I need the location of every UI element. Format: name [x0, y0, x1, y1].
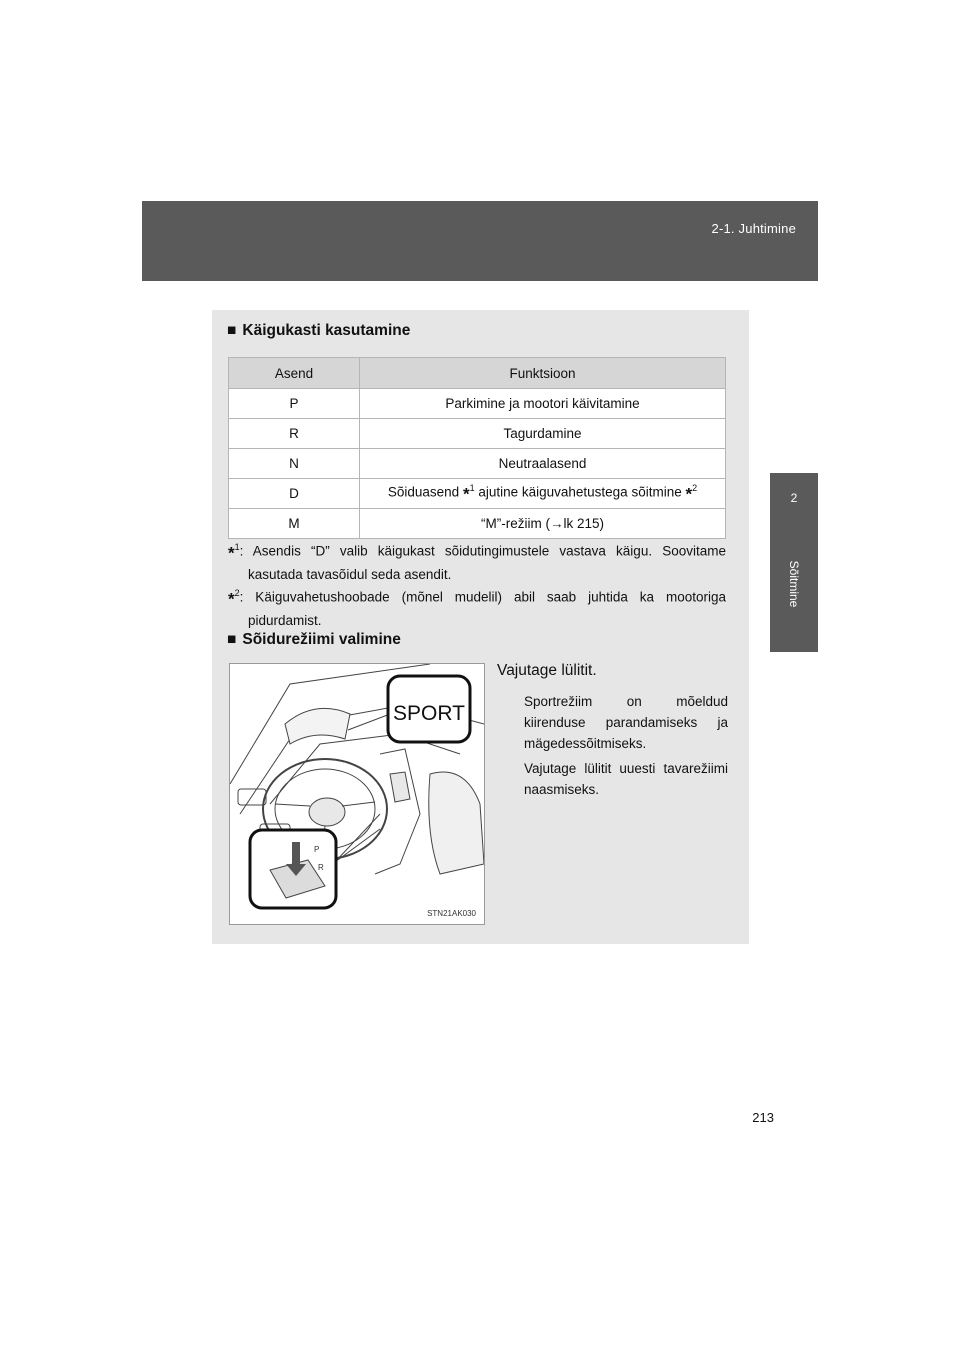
table-row: [229, 389, 726, 419]
table-cell-function: Sõiduasend *$^1$ ajutine käiguvahetustega sõitmine *$^2$: [360, 479, 726, 509]
table-header-function: Funktsioon: [360, 358, 726, 389]
table-cell-function: Neutraalasend: [360, 449, 726, 479]
car-interior-drawing: [230, 664, 484, 924]
chapter-number-tab: 2: [770, 473, 818, 522]
table-cell-function: Parkimine ja mootori käivitamine: [360, 389, 726, 419]
footnote-ref: 2: [692, 482, 698, 493]
footnote-star-icon: *: [228, 543, 235, 563]
table-row: [229, 419, 726, 449]
table-row: [229, 479, 726, 509]
footnote-star-icon: *: [685, 484, 693, 504]
section-title: 2-1. Juhtimine: [711, 221, 796, 236]
chapter-title: Sõitmine: [787, 560, 801, 608]
table-cell-position: P: [229, 389, 360, 419]
table-header-position: Asend: [229, 358, 360, 389]
table-cell-function: Tagurdamine: [360, 419, 726, 449]
shifter-letter: R: [318, 863, 324, 872]
page-number: 213: [752, 1110, 774, 1125]
square-bullet-icon: ■: [227, 631, 237, 648]
arrow-right-icon: →: [549, 516, 564, 531]
description-paragraph: Sportrežiim on mõeldud kiirendusе parandamiseks ja mägedessõitmiseks.: [524, 694, 728, 751]
footnote-1: *$^1$: Asendis “D” valib käigukast sõidutingimustele vastava käigu. Soovitame kasutada tavasõidul seda asendit.: [228, 542, 726, 582]
sport-button-label: SPORT: [393, 702, 465, 725]
table-header-row: [229, 358, 726, 389]
section-heading-drive-mode: ■ Sõidurežiimi valimine: [227, 631, 401, 648]
table-row: [229, 509, 726, 539]
footnote-2: *$^2$: Käiguvahetushoobade (mõnel mudelil) abil saab juhtida ka mootoriga pidurdamist.: [228, 588, 726, 628]
table-cell-position: N: [229, 449, 360, 479]
chapter-title-tab: [770, 522, 818, 652]
table-cell-function: “M”-režiim (→lk 215): [360, 509, 726, 539]
description-paragraph: Vajutage lülitit uuesti tavarežiimi naasmiseks.: [524, 761, 728, 797]
illustration-code: STN21AK030: [427, 909, 476, 918]
header-band: [142, 201, 818, 281]
table-cell-position: R: [229, 419, 360, 449]
table-cell-position: M: [229, 509, 360, 539]
footnote-star-icon: *: [228, 589, 235, 609]
footnote-ref: 1: [469, 482, 475, 493]
shifter-letter: P: [314, 845, 320, 854]
instruction-text: Vajutage lülitit.: [497, 662, 597, 679]
table-cell-position: D: [229, 479, 360, 509]
square-bullet-icon: ■: [227, 322, 237, 339]
table-row: [229, 449, 726, 479]
footnote-star-icon: *: [462, 484, 470, 504]
sport-switch-illustration: [229, 663, 485, 925]
section-heading-gearbox: ■ Käigukasti kasutamine: [227, 322, 411, 339]
gear-position-table: [228, 357, 726, 539]
